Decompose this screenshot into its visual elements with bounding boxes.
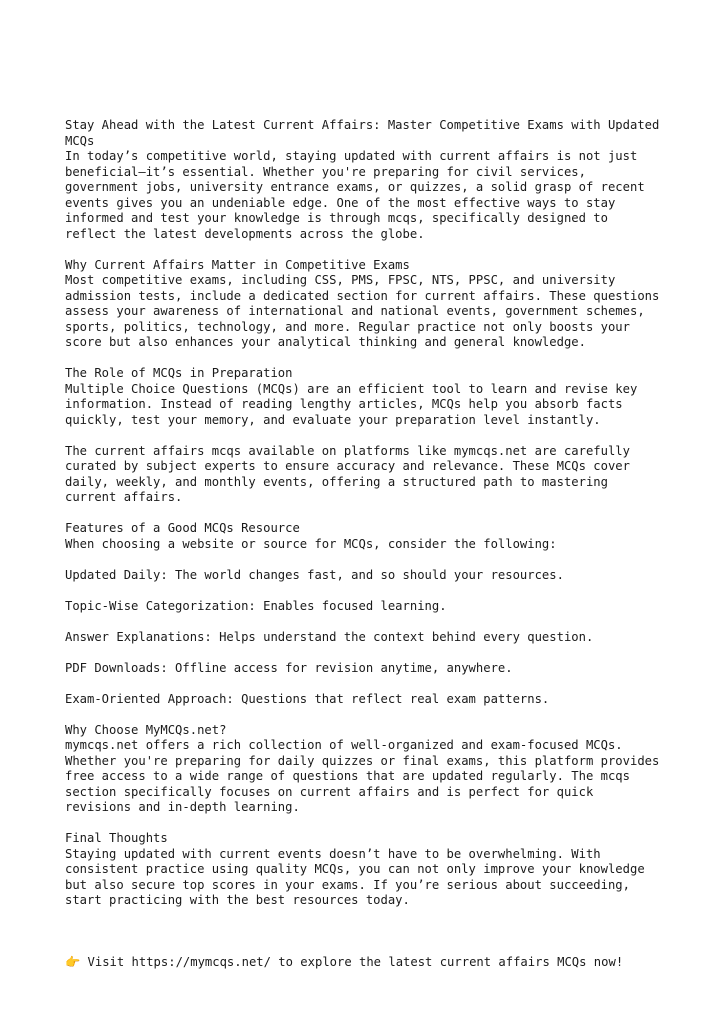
paragraph [65,118,665,242]
text-line: sports, politics, technology, and more. Regular practice not only boosts your [65,319,630,334]
text-line: In today’s competitive world, staying updated with current affairs is not just [65,149,638,163]
paragraph [65,521,665,552]
text-line: but also secure top scores in your exams. If you’re serious about succeeding, [65,877,630,892]
text-line: beneficial—it’s essential. Whether you're preparing for civil services, [65,164,586,179]
text-line: When choosing a website or source for MCQs, consider the following: [65,536,557,551]
text-line: Why Choose MyMCQs.net? [65,722,227,737]
text-line: assess your awareness of international and national events, government schemes, [65,304,645,318]
text-line: Stay Ahead with the Latest Current Affairs: Master Competitive Exams with Updated [65,118,660,132]
text-line: reflect the latest developments across the globe. [65,226,425,241]
text-line: Final Thoughts [65,831,168,845]
text-line: PDF Downloads: Offline access for revision anytime, anywhere. [65,660,513,675]
text-line: mymcqs.net offers a rich collection of well-organized and exam-focused MCQs. [65,738,623,752]
paragraph [65,568,665,584]
text-line: The current affairs mcqs available on platforms like mymcqs.net are carefully [65,443,630,458]
paragraph [65,661,665,677]
paragraph [65,692,665,708]
text-line: Topic-Wise Categorization: Enables focused learning. [65,598,447,613]
text-line: Whether you're preparing for daily quizzes or final exams, this platform provides [65,753,660,768]
text-line: start practicing with the best resources today. [65,893,410,907]
paragraph [65,444,665,506]
text-line: government jobs, university entrance exams, or quizzes, a solid grasp of recent [65,180,645,194]
paragraph [65,258,665,351]
text-line: free access to a wide range of questions that are updated regularly. The mcqs [65,769,630,783]
text-line: Staying updated with current events doesn’t have to be overwhelming. With [65,846,601,861]
text-line: current affairs. [65,490,183,504]
cta-text: Visit https://mymcqs.net/ to explore the latest current affairs MCQs now! [80,955,624,969]
text-line: Updated Daily: The world changes fast, and so should your resources. [65,567,564,582]
text-line: daily, weekly, and monthly events, offering a structured path to mastering [65,474,608,489]
text-line: consistent practice using quality MCQs, you can not only improve your knowledge [65,862,645,876]
text-line: informed and test your knowledge is through mcqs, specifically designed to [65,211,608,225]
call-to-action [65,955,665,971]
text-line: quickly, test your memory, and evaluate your preparation level instantly. [65,412,601,427]
text-line: Answer Explanations: Helps understand the context behind every question. [65,629,594,644]
text-line: revisions and in-depth learning. [65,800,300,814]
text-line: Why Current Affairs Matter in Competitive Exams [65,257,410,272]
text-line: Most competitive exams, including CSS, PMS, FPSC, NTS, PPSC, and university [65,273,616,287]
text-line: Features of a Good MCQs Resource [65,521,300,535]
text-line: curated by subject experts to ensure accuracy and relevance. These MCQs cover [65,459,630,473]
text-line: information. Instead of reading lengthy articles, MCQs help you absorb facts [65,397,623,411]
paragraph [65,366,665,428]
text-line: score but also enhances your analytical thinking and general knowledge. [65,335,586,349]
pointing-hand-icon: 👉 [65,955,81,969]
text-line: section specifically focuses on current affairs and is perfect for quick [65,784,594,799]
document-body [65,87,665,1002]
text-line: Multiple Choice Questions (MCQs) are an efficient tool to learn and revise key [65,381,638,396]
text-line: Exam-Oriented Approach: Questions that reflect real exam patterns. [65,691,550,706]
text-line: The Role of MCQs in Preparation [65,366,293,380]
paragraph [65,831,665,909]
paragraph [65,630,665,646]
paragraph [65,723,665,816]
document-sections [65,118,665,909]
text-line: events gives you an undeniable edge. One of the most effective ways to stay [65,195,616,210]
text-line: admission tests, include a dedicated section for current affairs. These questions [65,288,660,303]
text-line: MCQs [65,133,95,148]
paragraph [65,599,665,615]
